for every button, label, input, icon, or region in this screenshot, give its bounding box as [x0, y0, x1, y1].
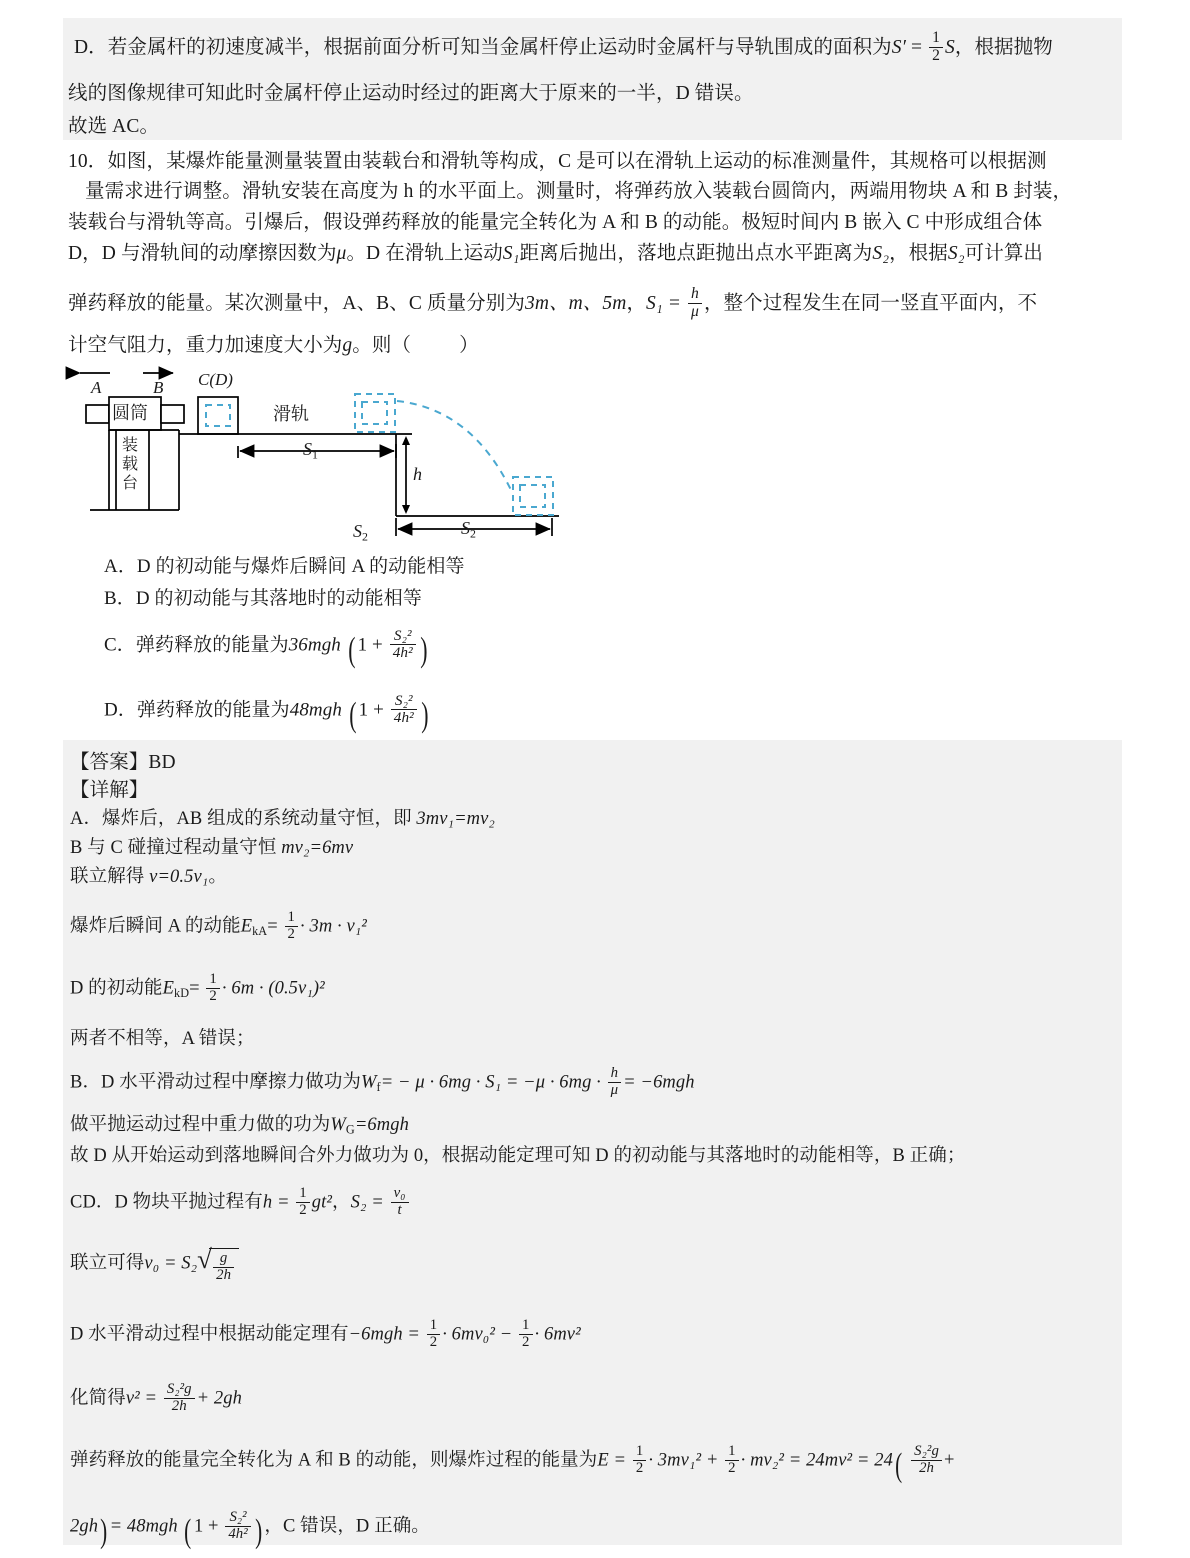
figure-label-S1: S1	[303, 439, 318, 462]
question-line-2: 量需求进行调整。滑轨安装在高度为 h 的水平面上。测量时，将弹药放入装载台圆筒内，两端用物块 A 和 B 封装，	[85, 181, 1073, 202]
detail-line-12: D 水平滑动过程中根据动能定理有−6mgh = $\frac{1}{2}$ · 6mv₀² − $\frac{1}{2}$ · 6mv²	[70, 1317, 581, 1350]
fraction-half: $\frac{1}{2}$	[633, 1444, 647, 1476]
fraction-half: $\frac{1}{2}$	[929, 30, 943, 64]
figure-label-h: h	[413, 464, 422, 484]
question-line-6: 计空气阻力，重力加速度大小为g。则（ ）	[68, 335, 479, 356]
figure-label-rail: 滑轨	[273, 404, 309, 424]
detail-line-10: CD．D 物块平抛过程有h = $\frac{1}{2}$ gt²，S₂ = $\frac{\text{v₀}}{t}$	[70, 1186, 411, 1218]
paren-close: )	[100, 1512, 108, 1550]
question-number: 10．	[68, 151, 108, 172]
answer-line	[70, 749, 176, 776]
fraction-h-mu: $\frac{h}{\mu}$	[688, 286, 702, 320]
detail-line-4: 爆炸后瞬间 A 的动能EkA= $\frac{1}{2}$ · 3m · v₁²	[70, 909, 367, 942]
detail-label: 【详解】	[70, 780, 149, 801]
question-body-1: 如图，某爆炸能量测量装置由装载台和滑轨等构成，C 是可以在滑轨上运动的标准测量件，其规格可以根据测	[107, 151, 1047, 172]
figure-label-A: A	[91, 378, 102, 397]
fraction-h-mu: $\frac{h}{\mu}$	[608, 1066, 622, 1098]
fraction-half: $\frac{1}{2}$	[519, 1318, 533, 1350]
paren-close: )	[421, 695, 429, 735]
option-c-coefficient: 36mgh	[288, 634, 341, 656]
detail-line-2: B 与 C 碰撞过程动量守恒 mv₂=6mv	[70, 838, 354, 858]
option-d: D．弹药释放的能量为48mgh ( 1 + $\frac{\text{S₂²}}{\text{4h²}}$ )	[104, 692, 429, 735]
fraction-s2sq-4hsq: $\frac{\text{S₂²}}{\text{4h²}}$	[225, 1510, 251, 1542]
diagram-svg	[63, 366, 583, 546]
detail-line-1: A．爆炸后，AB 组成的系统动量守恒，即 3mv₁=mv₂	[70, 809, 495, 829]
question-line-1	[68, 148, 1047, 175]
top-line-3: 故选 AC。	[68, 116, 160, 137]
paren-open: (	[184, 1512, 192, 1550]
apparatus-diagram	[63, 366, 583, 546]
detail-line-11: 联立可得v₀ = S₂ √ $\frac{g}{2h}$	[70, 1248, 239, 1283]
fraction-half: $\frac{1}{2}$	[427, 1318, 441, 1350]
option-c: C．弹药释放的能量为36mgh ( 1 + $\frac{\text{S₂²}}{\text{4h²}}$ )	[104, 627, 428, 670]
square-root: √ $\frac{g}{2h}$	[197, 1248, 239, 1283]
top-line-1-S: S	[945, 36, 955, 58]
figure-label-platform: 装载台	[121, 437, 138, 492]
question-line-5: 弹药释放的能量。某次测量中，A、B、C 质量分别为3m、m、5m，S₁ = $\frac{h}{\mu}$ ，整个过程发生在同一竖直平面内，不	[68, 285, 1038, 320]
paren-close: )	[420, 630, 428, 670]
option-d-fraction: $\frac{\text{S₂²}}{\text{4h²}}$	[391, 693, 417, 726]
fraction-s2g-2h: $\frac{\text{S₂²g}}{2h}$	[911, 1444, 942, 1476]
option-c-fraction: $\frac{\text{S₂²}}{\text{4h²}}$	[390, 628, 416, 661]
detail-line-7: B．D 水平滑动过程中摩擦力做功为Wf= − μ · 6mg · S₁ = −μ · 6mg · $\frac{h}{\mu}$ = −6mgh	[70, 1065, 695, 1098]
answer-value: BD	[148, 752, 176, 773]
question-line-3: 装载台与滑轨等高。引爆后，假设弹药释放的能量完全转化为 A 和 B 的动能。极短时间内 B 嵌入 C 中形成组合体	[68, 212, 1043, 233]
answer-label: 【答案】	[70, 752, 149, 773]
question-line-4: D，D 与滑轨间的动摩擦因数为μ。D 在滑轨上运动S₁距离后抛出，落地点距抛出点水平距离为S₂，根据S₂可计算出	[68, 243, 1044, 264]
option-b: B．D 的初动能与其落地时的动能相等	[104, 588, 422, 609]
detail-line-5: D 的初动能EkD= $\frac{1}{2}$ · 6m · (0.5v₁)²	[70, 971, 325, 1004]
fraction-half: $\frac{1}{2}$	[206, 972, 220, 1004]
detail-line-8: 做平抛运动过程中重力做的功为WG=6mgh	[70, 1115, 409, 1137]
top-line-2: 线的图像规律可知此时金属杆停止运动时经过的距离大于原来的一半，D 错误。	[68, 83, 754, 104]
figure-label-B: B	[153, 378, 164, 397]
option-d-coefficient: 48mgh	[289, 699, 342, 721]
top-line-1-var: S′	[891, 36, 907, 58]
detail-line-15: 2gh) = 48mgh ( 1 + $\frac{\text{S₂²}}{\text{4h²}}$ ) ，C 错误，D 正确。	[70, 1509, 430, 1550]
option-a: A．D 的初动能与爆炸后瞬间 A 的动能相等	[104, 556, 465, 577]
paren-open: (	[349, 695, 357, 735]
detail-line-13: 化简得v² = $\frac{\text{S₂²g}}{2h}$ + 2gh	[70, 1381, 242, 1414]
detail-line-6: 两者不相等，A 错误；	[70, 1029, 255, 1049]
figure-label-cylinder: 圆筒	[112, 403, 148, 423]
figure-label-S2-left: S2	[353, 521, 368, 544]
top-line-1-eq: =	[911, 36, 923, 58]
top-line-1-text: D．若金属杆的初速度减半，根据前面分析可知当金属杆停止运动时金属杆与导轨围成的面积为	[74, 36, 892, 58]
fraction-v0-t: $\frac{\text{v₀}}{t}$	[391, 1186, 409, 1218]
detail-line-9: 故 D 从开始运动到落地瞬间合外力做功为 0，根据动能定理可知 D 的初动能与其落地时的动能相等，B 正确；	[70, 1146, 966, 1166]
top-line-1	[74, 30, 1053, 64]
fraction-half: $\frac{1}{2}$	[296, 1186, 310, 1218]
detail-line-14: 弹药释放的能量完全转化为 A 和 B 的动能，则爆炸过程的能量为E = $\frac{1}{2}$ · 3mv₁² + $\frac{1}{2}$ · mv₂² = 24mv² = 24( $\frac{\text{S₂²g}}{2h}$ +	[70, 1443, 955, 1484]
figure-label-S2-right: S2	[461, 518, 476, 541]
figure-label-CD: C(D)	[198, 370, 233, 389]
paren-open: (	[895, 1446, 903, 1484]
top-line-1-end: ，根据抛物	[954, 36, 1053, 58]
paren-close: )	[255, 1512, 263, 1550]
fraction-s2g-2h: $\frac{\text{S₂²g}}{2h}$	[164, 1382, 195, 1414]
detail-line-3: 联立解得 v=0.5v₁。	[70, 867, 227, 887]
fraction-half: $\frac{1}{2}$	[725, 1444, 739, 1476]
fraction-half: $\frac{1}{2}$	[285, 910, 299, 942]
paren-open: (	[348, 630, 356, 670]
